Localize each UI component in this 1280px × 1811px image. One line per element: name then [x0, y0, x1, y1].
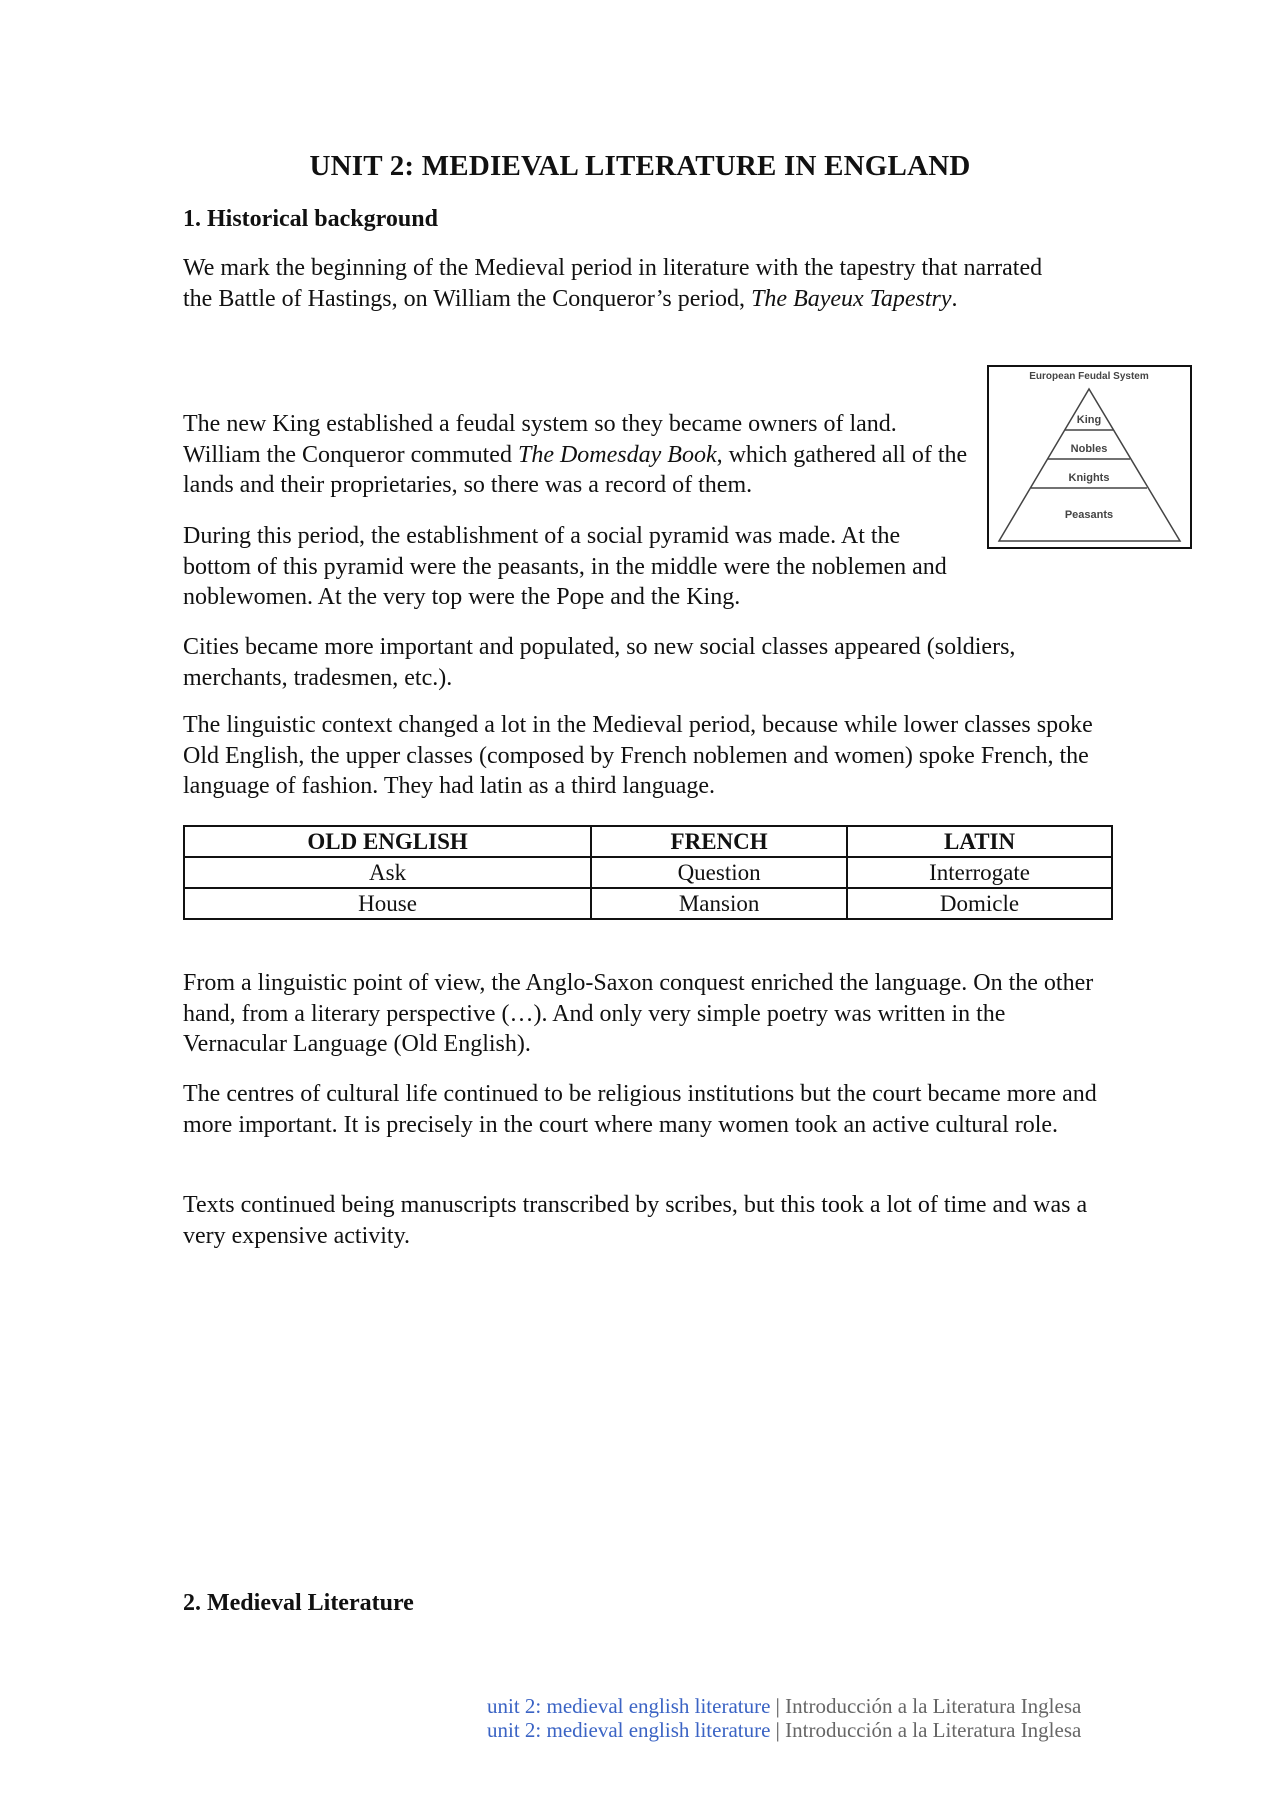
- table-cell: House: [184, 888, 591, 919]
- text: .: [951, 285, 958, 312]
- column-header-french: FRENCH: [591, 826, 847, 857]
- table-cell: Interrogate: [847, 857, 1112, 888]
- table-cell: Question: [591, 857, 847, 888]
- pyramid-level-king: King: [1076, 414, 1102, 426]
- paragraph-linguistic-context: The linguistic context changed a lot in the Medieval period, because while lower classes spoke Old English, the upper classes (composed by French noblemen and women) spoke French, the language of fashion. They had latin as a third language.: [183, 712, 1093, 799]
- figure-title: European Feudal System: [1029, 371, 1149, 382]
- footer-unit-link[interactable]: unit 2: medieval english literature: [487, 1718, 771, 1742]
- pyramid-level-peasants: Peasants: [1064, 509, 1114, 521]
- footer-unit-link[interactable]: unit 2: medieval english literature: [487, 1694, 771, 1718]
- book-title-bayeux: The Bayeux Tapestry: [751, 285, 952, 312]
- column-header-latin: LATIN: [847, 826, 1112, 857]
- book-title-domesday: The Domesday Book: [517, 441, 717, 468]
- paragraph-cities: Cities became more important and populated, so new social classes appeared (soldiers, merchants, tradesmen, etc.).: [183, 634, 1016, 691]
- footer-course-name: Introducción a la Literatura Inglesa: [785, 1718, 1082, 1742]
- pyramid-level-nobles: Nobles: [1070, 443, 1108, 455]
- table-row: [184, 857, 1112, 888]
- paragraph-anglo-saxon-conquest: From a linguistic point of view, the Anglo-Saxon conquest enriched the language. On the other hand, from a literary perspective (…). And only very simple poetry was written in the Vernacular Language (Old English).: [183, 970, 1094, 1057]
- table-cell: Mansion: [591, 888, 847, 919]
- page-footer-duplicate: [487, 1718, 1081, 1743]
- paragraph-social-pyramid: During this period, the establishment of a social pyramid was made. At the bottom of this pyramid were the peasants, in the middle were the noblemen and noblewomen. At the very top were the Pope and the King.: [183, 523, 947, 610]
- page-footer: [487, 1694, 1081, 1719]
- footer-separator: |: [770, 1694, 786, 1718]
- feudal-pyramid-figure: [987, 365, 1192, 549]
- feudal-pyramid-diagram: [989, 367, 1190, 547]
- table-row: [184, 888, 1112, 919]
- pyramid-level-knights: Knights: [1068, 472, 1110, 484]
- footer-separator: |: [770, 1718, 786, 1742]
- text: , which gathered all of the lands and their proprietaries, so there was a record of them.: [183, 441, 968, 498]
- paragraph-manuscripts: Texts continued being manuscripts transcribed by scribes, but this took a lot of time and was a very expensive activity.: [183, 1192, 1088, 1249]
- text: The new King established a feudal system so they became owners of land. William the Conqueror commuted: [183, 411, 897, 468]
- page-title: UNIT 2: MEDIEVAL LITERATURE IN ENGLAND: [309, 150, 971, 182]
- footer-course-name: Introducción a la Literatura Inglesa: [785, 1694, 1082, 1718]
- section-heading-medieval-literature: 2. Medieval Literature: [183, 1590, 414, 1616]
- vocabulary-table: [183, 825, 1113, 920]
- table-cell: Domicle: [847, 888, 1112, 919]
- section-heading-historical-background: 1. Historical background: [183, 206, 438, 232]
- text: We mark the beginning of the Medieval period in literature with the tapestry that narrated the Battle of Hastings, on William the Conqueror’s period,: [183, 255, 1043, 312]
- paragraph-bayeux-tapestry: [183, 253, 1063, 314]
- column-header-old-english: OLD ENGLISH: [184, 826, 591, 857]
- paragraph-cultural-life: The centres of cultural life continued to be religious institutions but the court became more and more important. It is precisely in the court where many women took an active cultural role.: [183, 1081, 1097, 1138]
- table-header-row: [184, 826, 1112, 857]
- table-cell: Ask: [184, 857, 591, 888]
- paragraph-feudal-system: [183, 409, 973, 501]
